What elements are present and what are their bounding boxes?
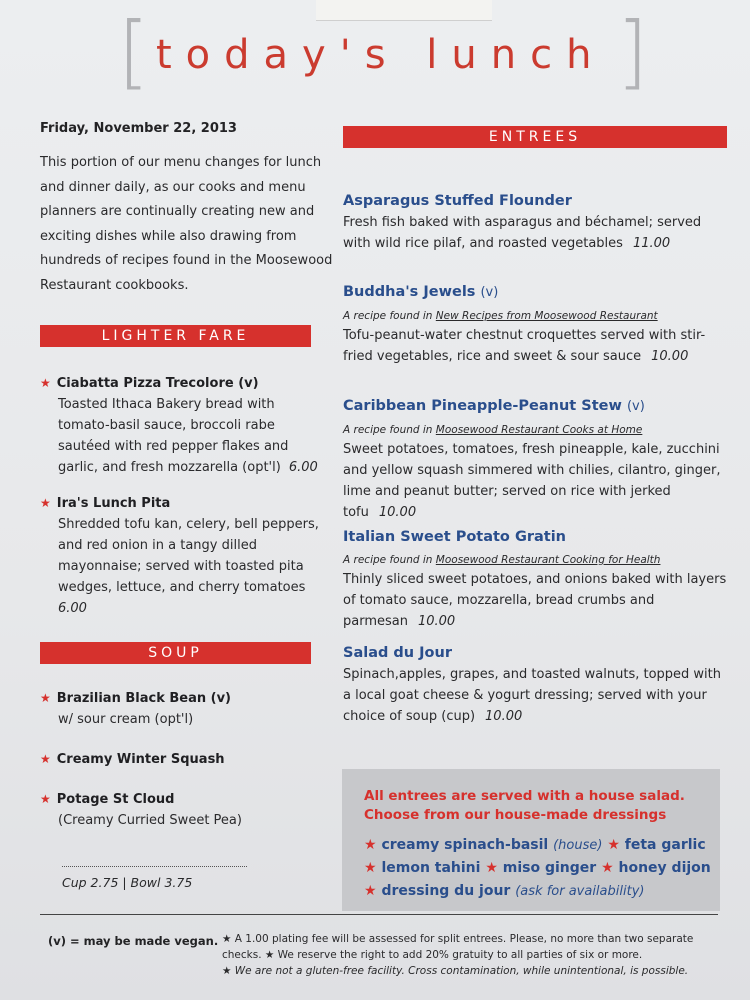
entree-name: Buddha's Jewels (v): [343, 284, 499, 300]
footnote-gluten: ★ We are not a gluten-free facility. Cross contamination, while unintentional, is possible.: [222, 965, 689, 977]
lighter-item-name: ★ Ciabatta Pizza Trecolore (v): [40, 376, 259, 391]
entree-item: [343, 281, 728, 367]
dressing-row: ★ lemon tahini ★ miso ginger ★ honey dijon: [364, 860, 711, 876]
dressing-list: [364, 834, 714, 903]
soup-item: [40, 789, 330, 832]
lighter-item-price: 6.00: [288, 460, 318, 475]
page-title: today's lunch: [156, 32, 606, 78]
vegan-note: (v) = may be made vegan.: [48, 934, 219, 948]
star-icon: ★: [40, 691, 51, 705]
entree-desc: Spinach,apples, grapes, and toasted walnuts, topped with a local goat cheese & yogurt dressing; served with your choice of soup (cup) 10.00: [343, 667, 722, 724]
lighter-item-desc: Shredded tofu kan, celery, bell peppers, and red onion in a tangy dilled mayonnaise; served with toasted pita wedges, lettuce, and cherry tomatoes 6.00: [58, 517, 319, 616]
dressing-row: ★ creamy spinach-basil (house) ★ feta garlic: [364, 837, 706, 853]
star-icon: ★: [485, 860, 498, 876]
soup-item-name: ★ Potage St Cloud: [40, 792, 175, 807]
left-bracket: [: [118, 5, 150, 98]
entree-desc: Fresh fish baked with asparagus and béchamel; served with wild rice pilaf, and roasted vegetables 11.00: [343, 215, 702, 251]
lighter-item: [40, 373, 330, 478]
soup-item: [40, 688, 330, 731]
entree-price: 10.00: [378, 505, 417, 520]
menu-date: Friday, November 22, 2013: [40, 121, 237, 136]
star-icon: ★: [364, 860, 377, 876]
cookbook-title: Moosewood Restaurant Cooks at Home: [435, 424, 643, 436]
lighter-item-desc: Toasted Ithaca Bakery bread with tomato-basil sauce, broccoli rabe sautéed with red pepper flakes and garlic, and fresh mozzarella (opt'l) 6.00: [58, 397, 318, 475]
cookbook-title: Moosewood Restaurant Cooking for Health: [435, 554, 661, 566]
star-icon: ★: [40, 376, 51, 390]
entree-source: A recipe found in Moosewood Restaurant Cooks at Home: [343, 424, 643, 436]
entree-price: 10.00: [651, 349, 689, 364]
right-bracket: ]: [616, 5, 648, 98]
entree-item: [343, 642, 728, 727]
footnote-plating: ★ A 1.00 plating fee will be assessed for split entrees. Please, no more than two separate checks. ★ We reserve the right to add 20% gratuity to all parties of six or more.: [222, 933, 694, 961]
entree-price: 10.00: [485, 709, 523, 724]
soup-header: SOUP: [40, 642, 311, 664]
entree-item: [343, 190, 728, 254]
entree-price: 10.00: [417, 614, 456, 629]
soup-item: [40, 749, 330, 770]
entree-item: [343, 395, 728, 523]
lighter-item: [40, 493, 330, 619]
soup-item-name: ★ Creamy Winter Squash: [40, 752, 225, 767]
soup-item-name: ★ Brazilian Black Bean (v): [40, 691, 231, 706]
entree-name: Caribbean Pineapple-Peanut Stew (v): [343, 398, 645, 414]
entree-desc: Thinly sliced sweet potatoes, and onions baked with layers of tomato sauce, mozzarella, bread crumbs and parmesan 10.00: [343, 572, 727, 629]
dressing-heading: All entrees are served with a house salad. Choose from our house-made dressings: [364, 788, 685, 823]
entree-name: Salad du Jour: [343, 645, 452, 661]
star-icon: ★: [40, 496, 51, 510]
footer-divider: [40, 914, 718, 915]
star-icon: ★: [40, 752, 51, 766]
soup-item-sub: w/ sour cream (opt'l): [58, 712, 194, 727]
intro-text: This portion of our menu changes for lunch and dinner daily, as our cooks and menu planners are continually creating new and exciting dishes while also drawing from hundreds of recipes found in the Moosewood Restaurant cookbooks.: [40, 155, 333, 293]
entree-desc: Sweet potatoes, tomatoes, fresh pineapple, kale, zucchini and yellow squash simmered with chilies, cilantro, ginger, lime and peanut butter; served on rice with jerked tofu 10.00: [343, 442, 721, 520]
cookbook-title: New Recipes from Moosewood Restaurant: [435, 310, 658, 322]
lighter-fare-header: LIGHTER FARE: [40, 325, 311, 347]
entree-price: 11.00: [632, 236, 671, 251]
dressing-box: [342, 769, 720, 911]
soup-item-sub: (Creamy Curried Sweet Pea): [58, 813, 242, 828]
dressing-row: ★ dressing du jour (ask for availability): [364, 883, 645, 899]
entree-source: A recipe found in New Recipes from Moosewood Restaurant: [343, 310, 658, 322]
star-icon: ★: [40, 792, 51, 806]
star-icon: ★: [364, 837, 377, 853]
entree-source: A recipe found in Moosewood Restaurant Cooking for Health: [343, 554, 661, 566]
star-icon: ★: [364, 883, 377, 899]
star-icon: ★: [601, 860, 614, 876]
title-block: [118, 5, 648, 98]
footnotes: [222, 931, 722, 979]
lighter-item-name: ★ Ira's Lunch Pita: [40, 496, 171, 511]
vegan-marker: (v): [626, 399, 645, 414]
soup-divider: [62, 866, 247, 867]
star-icon: ★: [607, 837, 620, 853]
entree-name: Italian Sweet Potato Gratin: [343, 529, 567, 545]
entrees-header: ENTREES: [343, 126, 727, 148]
entree-item: [343, 526, 728, 632]
soup-price: Cup 2.75 | Bowl 3.75: [62, 875, 193, 890]
lighter-item-price: 6.00: [58, 601, 87, 616]
entree-desc: Tofu-peanut-water chestnut croquettes served with stir-fried vegetables, rice and sweet & sour sauce 10.00: [343, 328, 706, 364]
entree-name: Asparagus Stuffed Flounder: [343, 193, 572, 209]
vegan-marker: (v): [480, 285, 499, 300]
